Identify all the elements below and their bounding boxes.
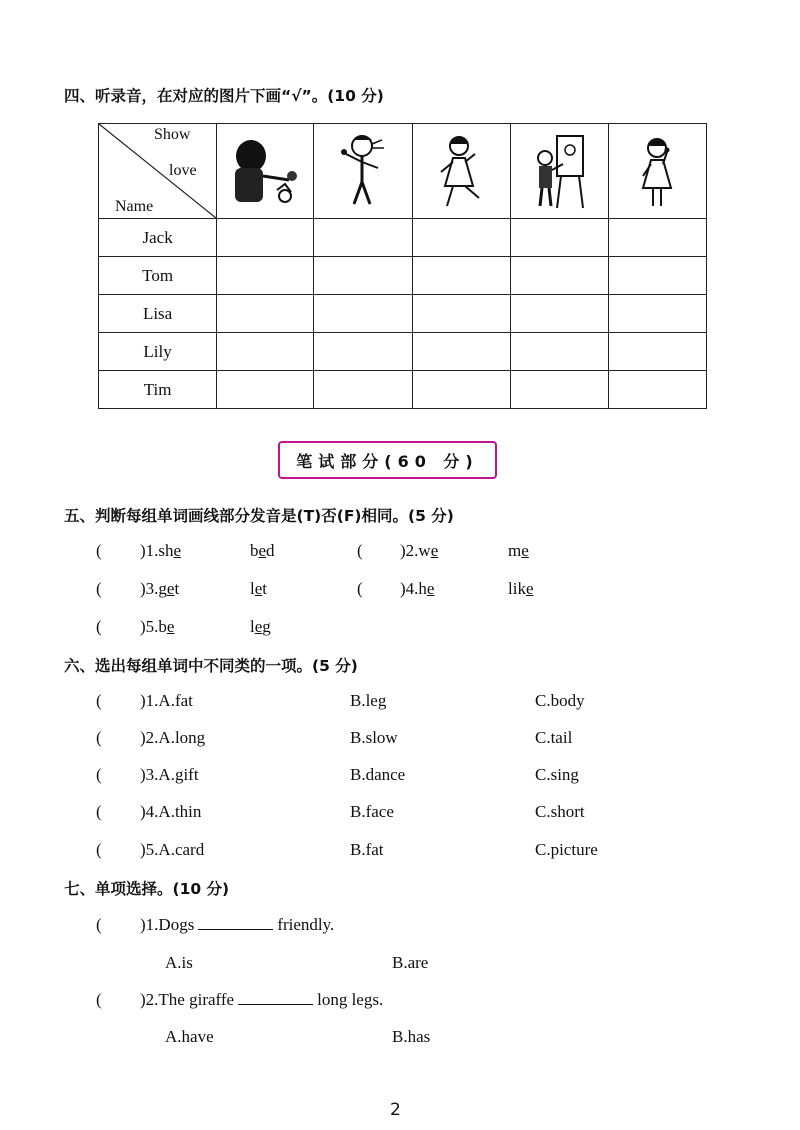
singing-boy-icon — [314, 124, 411, 214]
s5-word2-4: like — [508, 579, 534, 598]
name-cell: Lily — [99, 333, 217, 371]
name-cell: Tom — [99, 257, 217, 295]
s7-option-b: B.are — [392, 953, 429, 972]
section6-title: 六、选出每组单词中不同类的一项。(5 分) — [64, 657, 358, 675]
section7-title: 七、单项选择。(10 分) — [64, 880, 230, 898]
s7-paren: ( — [96, 990, 102, 1009]
s5-paren-2: ( — [357, 541, 363, 560]
section4-title: 四、听录音，在对应的图片下画“√”。(10 分) — [64, 87, 384, 105]
answer-blank — [238, 990, 313, 1005]
s6-option-b: B.face — [350, 802, 394, 821]
picture-cell-5 — [608, 124, 706, 219]
s5-word2-1: bed — [250, 541, 275, 560]
s5-word2-5: leg — [250, 617, 271, 636]
header-show: Show — [154, 126, 191, 143]
s6-option-c: C.tail — [535, 728, 573, 747]
s6-option-c: C.body — [535, 691, 585, 710]
s6-option-b: B.leg — [350, 691, 387, 710]
page-number: 2 — [390, 1100, 401, 1120]
s5-paren-5: ( — [96, 617, 102, 636]
picture-cell-1 — [217, 124, 314, 219]
s6-option-a: )3.A.gift — [140, 765, 199, 784]
answer-blank — [198, 915, 273, 930]
s5-word1-3: )3.get — [140, 579, 180, 598]
picture-cell-2 — [314, 124, 412, 219]
dancing-girl-icon — [413, 124, 510, 214]
s5-paren-4: ( — [357, 579, 363, 598]
s6-option-c: C.short — [535, 802, 585, 821]
s6-option-b: B.fat — [350, 840, 384, 859]
s7-option-b: B.has — [392, 1027, 431, 1046]
s5-word1-5: )5.be — [140, 617, 175, 636]
s7-option-a: A.have — [165, 1027, 214, 1046]
s7-question-1: )1.Dogs friendly. — [140, 915, 335, 934]
s5-word1-4: )4.he — [400, 579, 435, 598]
girl-with-microphone-icon — [609, 124, 706, 214]
s5-word2-3: let — [250, 579, 268, 598]
banner-text: 笔试部分(60 分) — [296, 451, 479, 471]
s6-paren: ( — [96, 728, 102, 747]
s6-paren: ( — [96, 691, 102, 710]
name-cell: Jack — [99, 219, 217, 257]
playing-music-icon — [217, 124, 313, 214]
s6-option-b: B.dance — [350, 765, 406, 784]
written-section-banner — [278, 441, 497, 479]
picture-cell-4 — [510, 124, 608, 219]
s5-word1-2: )2.we — [400, 541, 439, 560]
picture-cell-3 — [412, 124, 510, 219]
s6-option-a: )2.A.long — [140, 728, 206, 747]
s6-paren: ( — [96, 765, 102, 784]
name-cell: Tim — [99, 371, 217, 409]
s7-paren: ( — [96, 915, 102, 934]
s5-paren-1: ( — [96, 541, 102, 560]
s6-paren: ( — [96, 840, 102, 859]
header-love: love — [169, 162, 197, 179]
s7-option-a: A.is — [165, 953, 193, 972]
s6-option-a: )5.A.card — [140, 840, 205, 859]
name-cell: Lisa — [99, 295, 217, 333]
s6-option-a: )1.A.fat — [140, 691, 193, 710]
s6-option-a: )4.A.thin — [140, 802, 202, 821]
s6-option-c: C.sing — [535, 765, 579, 784]
s5-paren-3: ( — [96, 579, 102, 598]
section5-title: 五、判断每组单词画线部分发音是(T)否(F)相同。(5 分) — [64, 507, 454, 525]
s5-word2-2: me — [508, 541, 529, 560]
s6-option-b: B.slow — [350, 728, 398, 747]
s6-paren: ( — [96, 802, 102, 821]
listening-table — [98, 123, 707, 409]
s5-word1-1: )1.she — [140, 541, 182, 560]
diagonal-header-cell — [99, 124, 217, 219]
header-name: Name — [115, 198, 154, 215]
s6-option-c: C.picture — [535, 840, 598, 859]
s7-question-2: )2.The giraffe long legs. — [140, 990, 384, 1009]
painting-boy-icon — [511, 124, 608, 214]
